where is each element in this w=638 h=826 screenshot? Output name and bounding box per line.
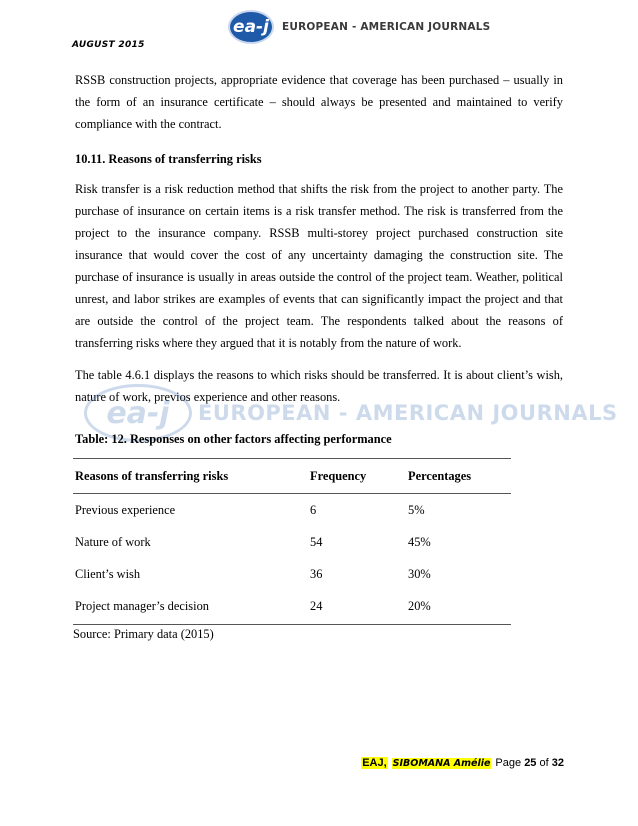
- cell-frequency: 24: [310, 598, 323, 613]
- cell-frequency: 36: [310, 566, 323, 581]
- cell-reason: Previous experience: [75, 502, 176, 517]
- table-source: Source: Primary data (2015): [73, 624, 511, 642]
- journal-logo: [228, 10, 490, 44]
- footer-author: SIBOMANA Amélie: [392, 757, 491, 769]
- cell-reason: Nature of work: [75, 534, 151, 549]
- paragraph-table-intro: The table 4.6.1 displays the reasons to which risks should be transferred. It is about client’s wish, nature of work, previos experience and other reasons.: [75, 368, 563, 404]
- footer-of-label: of: [539, 757, 549, 769]
- table-row: [73, 526, 511, 558]
- cell-percentage: 20%: [408, 598, 431, 613]
- reasons-table: [73, 458, 511, 622]
- page-footer: [361, 757, 564, 769]
- table-caption: Table: 12. Responses on other factors affecting performance: [75, 432, 392, 446]
- watermark-mark: ea-j: [84, 384, 192, 442]
- watermark-text: EUROPEAN - AMERICAN JOURNALS: [198, 401, 618, 425]
- cell-reason: Client’s wish: [75, 566, 141, 581]
- footer-page-number: 25: [524, 757, 537, 769]
- footer-total-pages: 32: [551, 757, 564, 769]
- cell-reason: Project manager’s decision: [75, 598, 209, 613]
- cell-frequency: 6: [310, 502, 317, 517]
- footer-journal: EAJ,: [362, 757, 387, 769]
- footer-page-label: Page: [495, 757, 522, 769]
- table-header-row: [73, 459, 511, 494]
- header-frequency: Frequency: [308, 459, 406, 494]
- cell-percentage: 5%: [408, 502, 425, 517]
- logo-mark: ea-j: [228, 10, 274, 44]
- paragraph-risk-transfer: Risk transfer is a risk reduction method that shifts the risk from the project to another party. The purchase of insurance on certain items is a risk transfer method. The risk is transferred from the project to the insurance company. RSSB multi-storey project purchased construction site insurance that would cover the cost of any uncertainty damaging the construction site. The purchase of insurance is usually in areas outside the control of the project team. Weather, political unrest, and labor strikes are examples of events that can significantly impact the project and that are outside the control of the project team. The respondents talked about the reasons of transferring risks where they argued that it is notably from the nature of work.: [75, 182, 563, 350]
- table-row: [73, 494, 511, 527]
- table-row: [73, 590, 511, 622]
- logo-text: EUROPEAN - AMERICAN JOURNALS: [282, 21, 491, 33]
- table-row: [73, 558, 511, 590]
- header-date: AUGUST 2015: [72, 40, 145, 50]
- section-heading: 10.11. Reasons of transferring risks: [75, 152, 262, 166]
- paragraph-intro: RSSB construction projects, appropriate evidence that coverage has been purchased – usually in the form of an insurance certificate – should always be presented and maintained to verify compliance with the contract.: [75, 73, 563, 131]
- header-percentages: Percentages: [406, 459, 511, 494]
- cell-percentage: 45%: [408, 534, 431, 549]
- cell-percentage: 30%: [408, 566, 431, 581]
- cell-frequency: 54: [310, 534, 323, 549]
- header-reason: Reasons of transferring risks: [73, 459, 308, 494]
